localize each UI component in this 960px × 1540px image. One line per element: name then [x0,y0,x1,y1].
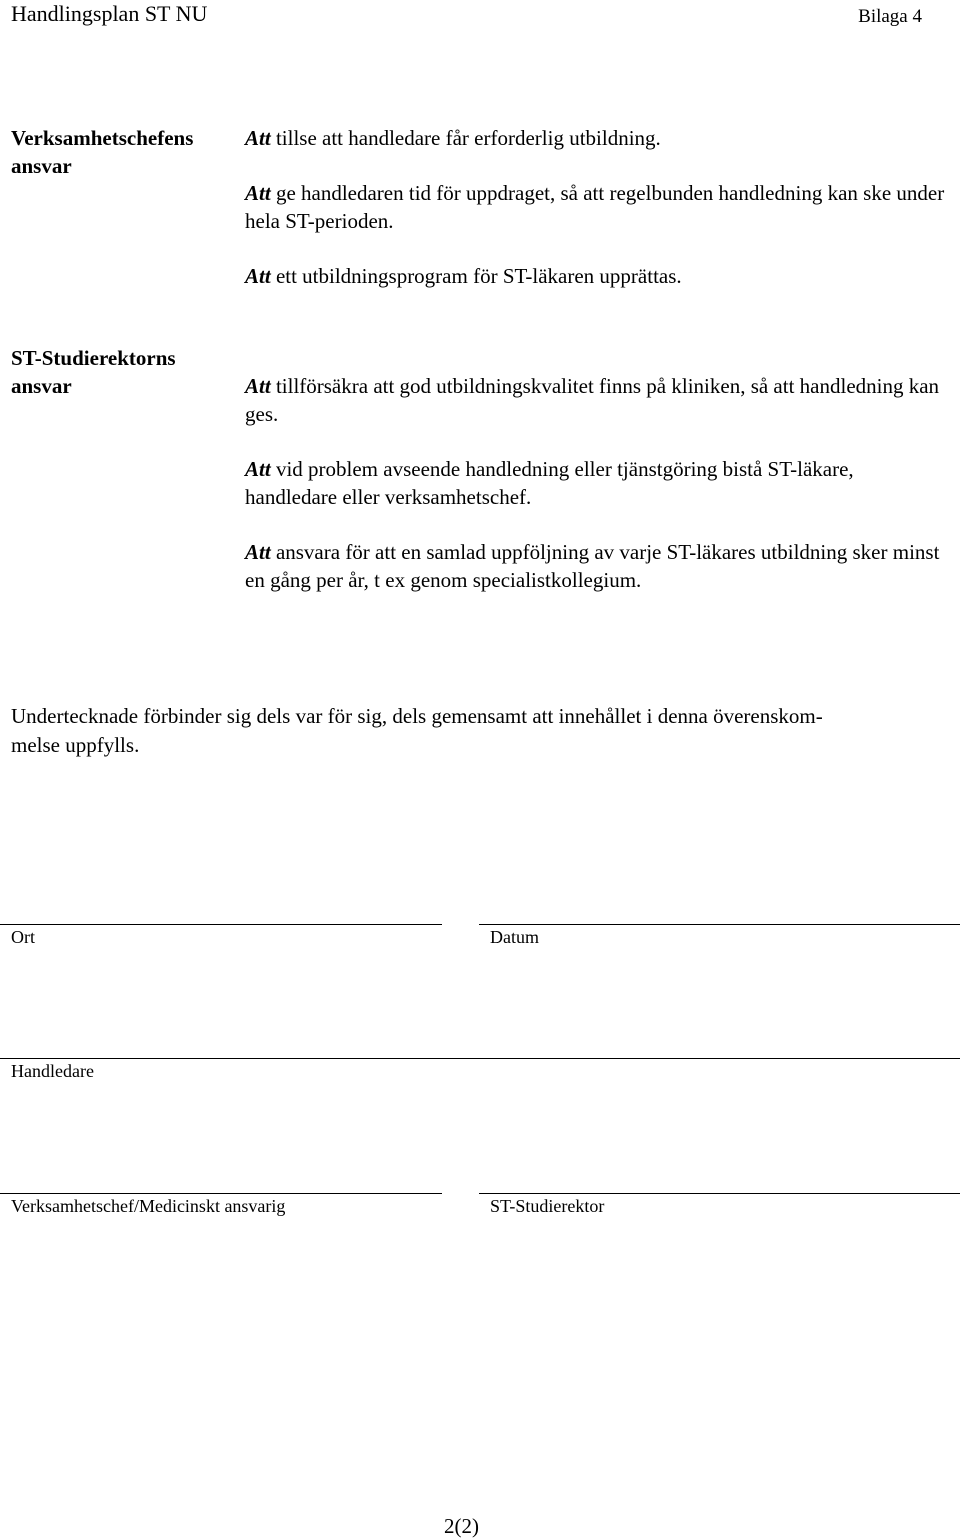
item-lead: Att [245,374,271,398]
signature-label-director: ST-Studierektor [490,1196,605,1216]
signature-label-date: Datum [490,927,539,947]
section-heading-studierektor [11,344,176,400]
responsibility-item [245,262,950,290]
item-lead: Att [245,126,271,150]
agreement-line: melse uppfylls. [11,733,140,757]
section-heading-line: ansvar [11,154,72,178]
responsibility-item [245,372,950,428]
item-text: tillförsäkra att god utbildningskvalitet finns på kliniken, så att handledning kan ges. [245,374,940,426]
section-heading-verksamhetschef [11,124,193,180]
item-lead: Att [245,181,271,205]
item-text: vid problem avseende handledning eller tjänstgöring bistå ST-läkare, handledare eller verksamhetschef. [245,457,854,509]
signature-line-place [0,924,442,925]
section-heading-line: ansvar [11,374,72,398]
document-title: Handlingsplan ST NU [11,1,208,26]
signature-line-head [0,1193,442,1194]
item-text: tillse att handledare får erforderlig utbildning. [275,126,661,150]
responsibility-item [245,455,950,511]
agreement-line: Undertecknade förbinder sig dels var för sig, dels gemensamt att innehållet i denna överenskom- [11,704,823,728]
signature-label-supervisor: Handledare [11,1061,94,1081]
item-text: ge handledaren tid för uppdraget, så att regelbunden handledning kan ske under hela ST-perioden. [245,181,945,233]
responsibility-item [245,179,950,235]
item-text: ett utbildningsprogram för ST-läkaren upprättas. [275,264,682,288]
section-heading-line: ST-Studierektorns [11,346,176,370]
section-heading-line: Verksamhetschefens [11,126,194,150]
signature-label-place: Ort [11,927,35,947]
responsibility-item [245,538,950,594]
signature-line-supervisor [0,1058,960,1059]
item-lead: Att [245,264,271,288]
item-lead: Att [245,540,271,564]
item-lead: Att [245,457,271,481]
item-text: ansvara för att en samlad uppföljning av varje ST-läkares utbildning sker minst en gång per år, t ex genom specialistkollegium. [245,540,940,592]
responsibility-item [245,124,950,152]
page-number: 2(2) [444,1514,479,1538]
agreement-statement [11,702,951,760]
signature-label-head: Verksamhetschef/Medicinskt ansvarig [11,1196,286,1216]
signature-line-date [479,924,960,925]
signature-line-director [479,1193,960,1194]
appendix-label: Bilaga 4 [858,6,922,27]
